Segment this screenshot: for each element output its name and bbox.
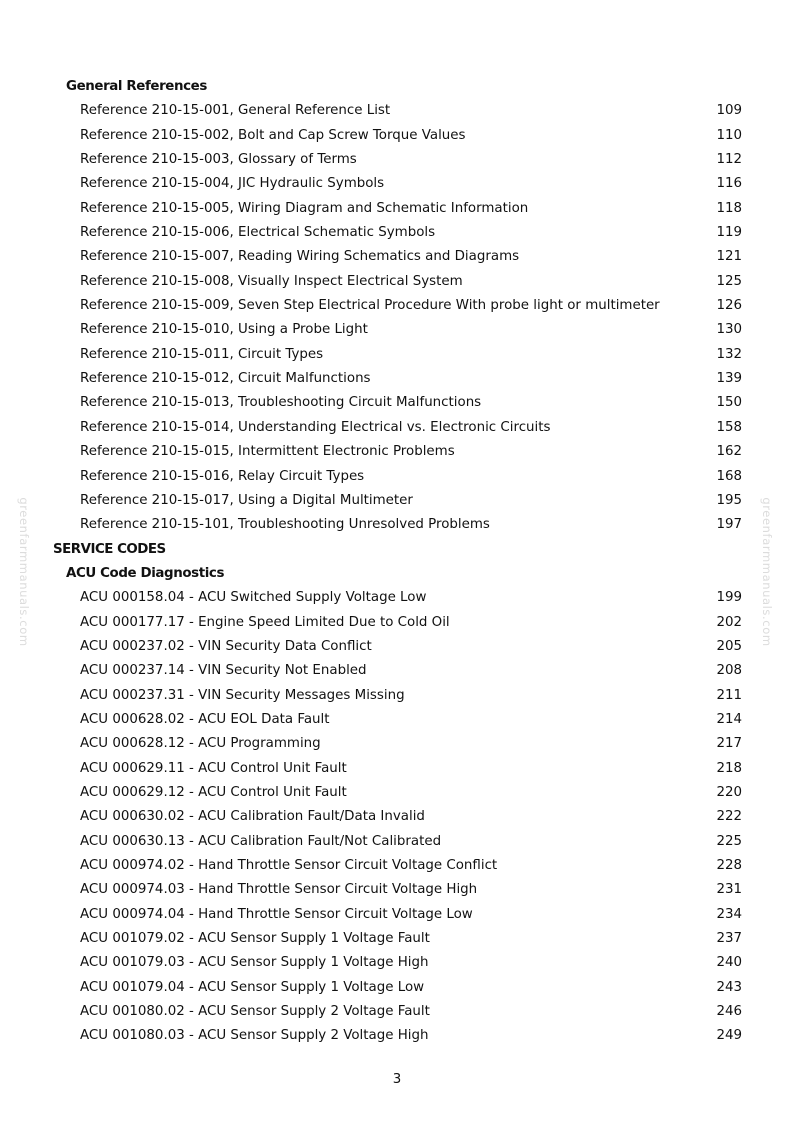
toc-entry[interactable] (0, 318, 794, 342)
toc-entry-title: ACU 001080.03 - ACU Sensor Supply 2 Voltage High (80, 1028, 429, 1044)
toc-entry-title: SERVICE CODES (53, 541, 166, 557)
toc-entry-page: 228 (716, 858, 742, 873)
toc-entry-title: ACU 000974.02 - Hand Throttle Sensor Circuit Voltage Conflict (80, 858, 498, 873)
toc-entry-page: 222 (716, 809, 742, 825)
toc-entry-title: Reference 210-15-005, Wiring Diagram and Schematic Information (80, 200, 529, 216)
toc-entry-title: Reference 210-15-008, Visually Inspect Electrical System (80, 273, 463, 289)
toc-entry-page: 231 (716, 882, 742, 898)
toc-entry[interactable] (0, 903, 794, 927)
toc-entry[interactable] (0, 732, 794, 756)
toc-entry-title: ACU 000629.12 - ACU Control Unit Fault (80, 784, 347, 800)
toc-entry-title: Reference 210-15-004, JIC Hydraulic Symbols (80, 176, 385, 192)
toc-entry-title: Reference 210-15-003, Glossary of Terms (80, 152, 357, 168)
toc-entry-title: Reference 210-15-014, Understanding Electrical vs. Electronic Circuits (80, 419, 551, 435)
page-number: 3 (392, 1072, 402, 1087)
toc-entry[interactable] (0, 489, 794, 513)
toc-entry[interactable] (0, 830, 794, 854)
toc-entry-page: 121 (716, 249, 742, 265)
toc-entry-title: ACU 001079.02 - ACU Sensor Supply 1 Voltage Fault (80, 931, 430, 947)
watermark-right: greenfarmmanuals.com (760, 497, 774, 647)
toc-entry-title: Reference 210-15-010, Using a Probe Light (80, 322, 368, 338)
toc-entry-title: ACU 000630.02 - ACU Calibration Fault/Data Invalid (80, 809, 425, 825)
toc-entry-page: 234 (716, 906, 742, 922)
toc-entry[interactable] (0, 805, 794, 829)
toc-entry[interactable] (0, 976, 794, 1000)
toc-entry[interactable] (0, 270, 794, 294)
toc-entry[interactable] (0, 781, 794, 805)
toc-entry-title: ACU 000158.04 - ACU Switched Supply Voltage Low (80, 590, 427, 606)
toc-entry-title: ACU 000974.04 - Hand Throttle Sensor Circuit Voltage Low (80, 906, 473, 922)
toc-group-heading (0, 562, 794, 586)
toc-entry[interactable] (0, 465, 794, 489)
toc-entry[interactable] (0, 391, 794, 415)
toc-entry[interactable] (0, 197, 794, 221)
toc-entry-page: 132 (716, 346, 742, 362)
toc-entry[interactable] (0, 854, 794, 878)
toc-entry-title: Reference 210-15-002, Bolt and Cap Screw Torque Values (80, 127, 466, 143)
toc-entry[interactable] (0, 148, 794, 172)
toc-entry[interactable] (0, 635, 794, 659)
toc-entry-title: Reference 210-15-007, Reading Wiring Schematics and Diagrams (80, 249, 520, 265)
toc-entry-page: 158 (716, 419, 742, 435)
toc-entry-page: 110 (716, 127, 742, 143)
toc-entry[interactable] (0, 659, 794, 683)
toc-entry-page: 237 (716, 931, 742, 947)
table-of-contents (0, 75, 794, 1049)
toc-entry-page: 118 (716, 200, 742, 216)
toc-entry[interactable] (0, 513, 794, 537)
toc-entry[interactable] (0, 245, 794, 269)
toc-entry-page: 211 (716, 687, 742, 703)
toc-entry[interactable] (0, 586, 794, 610)
toc-entry-title: ACU 000628.02 - ACU EOL Data Fault (80, 711, 330, 727)
toc-entry[interactable] (0, 927, 794, 951)
toc-entry-title: Reference 210-15-001, General Reference List (80, 103, 391, 119)
toc-entry-page: 197 (716, 517, 742, 533)
toc-entry-page: 205 (716, 638, 742, 654)
toc-section-heading (0, 538, 794, 562)
toc-entry-title: Reference 210-15-017, Using a Digital Multimeter (80, 492, 413, 508)
toc-entry-title: ACU 000974.03 - Hand Throttle Sensor Circuit Voltage High (80, 882, 478, 898)
toc-entry-title: ACU 000628.12 - ACU Programming (80, 736, 321, 752)
toc-entry-title: Reference 210-15-015, Intermittent Electronic Problems (80, 444, 455, 460)
toc-entry-page: 246 (716, 1004, 742, 1020)
toc-entry-page: 218 (716, 760, 742, 776)
toc-entry-page: 240 (716, 955, 742, 971)
toc-entry-title: ACU Code Diagnostics (66, 565, 225, 581)
toc-entry-title: General References (66, 79, 207, 94)
toc-entry-page: 225 (716, 833, 742, 849)
toc-entry-page: 109 (716, 103, 742, 119)
toc-entry-title: Reference 210-15-006, Electrical Schematic Symbols (80, 225, 436, 241)
toc-entry-page: 116 (716, 176, 742, 192)
toc-entry-page: 126 (716, 298, 742, 314)
toc-entry-title: ACU 000237.14 - VIN Security Not Enabled (80, 663, 367, 679)
toc-entry-page: 112 (716, 152, 742, 168)
toc-entry-page: 208 (716, 663, 742, 679)
toc-entry-page: 125 (716, 273, 742, 289)
toc-entry-page: 243 (716, 979, 742, 995)
toc-entry[interactable] (0, 416, 794, 440)
toc-entry[interactable] (0, 440, 794, 464)
toc-entry[interactable] (0, 611, 794, 635)
toc-entry-title: ACU 000177.17 - Engine Speed Limited Due to Cold Oil (80, 614, 450, 630)
toc-entry-page: 139 (716, 371, 742, 387)
toc-entry-title: ACU 001079.03 - ACU Sensor Supply 1 Voltage High (80, 955, 429, 971)
toc-entry-page: 199 (716, 590, 742, 606)
toc-entry-title: ACU 000237.02 - VIN Security Data Conflict (80, 638, 372, 654)
toc-entry[interactable] (0, 294, 794, 318)
toc-entry-page: 130 (716, 322, 742, 338)
toc-entry-title: Reference 210-15-012, Circuit Malfunctions (80, 371, 371, 387)
toc-entry-title: ACU 000237.31 - VIN Security Messages Missing (80, 687, 405, 703)
toc-entry[interactable] (0, 367, 794, 391)
toc-entry[interactable] (0, 343, 794, 367)
toc-entry-title: ACU 001079.04 - ACU Sensor Supply 1 Voltage Low (80, 979, 425, 995)
toc-entry[interactable] (0, 99, 794, 123)
toc-entry-page: 195 (716, 492, 742, 508)
toc-entry-page: 217 (716, 736, 742, 752)
toc-entry-page: 119 (716, 225, 742, 241)
toc-entry-title: ACU 000629.11 - ACU Control Unit Fault (80, 760, 347, 776)
toc-entry[interactable] (0, 1024, 794, 1048)
toc-entry-title: Reference 210-15-011, Circuit Types (80, 346, 324, 362)
toc-entry-title: Reference 210-15-009, Seven Step Electrical Procedure With probe light or multimeter (80, 298, 660, 314)
toc-entry[interactable] (0, 1000, 794, 1024)
toc-entry-title: Reference 210-15-016, Relay Circuit Types (80, 468, 365, 484)
toc-group-heading (0, 75, 794, 99)
toc-entry-title: Reference 210-15-101, Troubleshooting Unresolved Problems (80, 517, 490, 533)
toc-entry[interactable] (0, 878, 794, 902)
toc-entry-page: 249 (716, 1028, 742, 1044)
toc-entry-title: ACU 000630.13 - ACU Calibration Fault/Not Calibrated (80, 833, 442, 849)
toc-entry-page: 202 (716, 614, 742, 630)
toc-entry[interactable] (0, 951, 794, 975)
toc-entry[interactable] (0, 172, 794, 196)
toc-entry-page: 220 (716, 784, 742, 800)
toc-entry-page: 150 (716, 395, 742, 411)
toc-entry[interactable] (0, 757, 794, 781)
toc-entry-page: 168 (716, 468, 742, 484)
toc-entry[interactable] (0, 708, 794, 732)
toc-entry-page: 214 (716, 711, 742, 727)
toc-entry-title: ACU 001080.02 - ACU Sensor Supply 2 Voltage Fault (80, 1004, 430, 1020)
toc-entry[interactable] (0, 124, 794, 148)
toc-entry-page: 162 (716, 444, 742, 460)
toc-entry-title: Reference 210-15-013, Troubleshooting Circuit Malfunctions (80, 395, 482, 411)
toc-entry[interactable] (0, 684, 794, 708)
toc-entry[interactable] (0, 221, 794, 245)
watermark-left: greenfarmmanuals.com (17, 497, 31, 647)
